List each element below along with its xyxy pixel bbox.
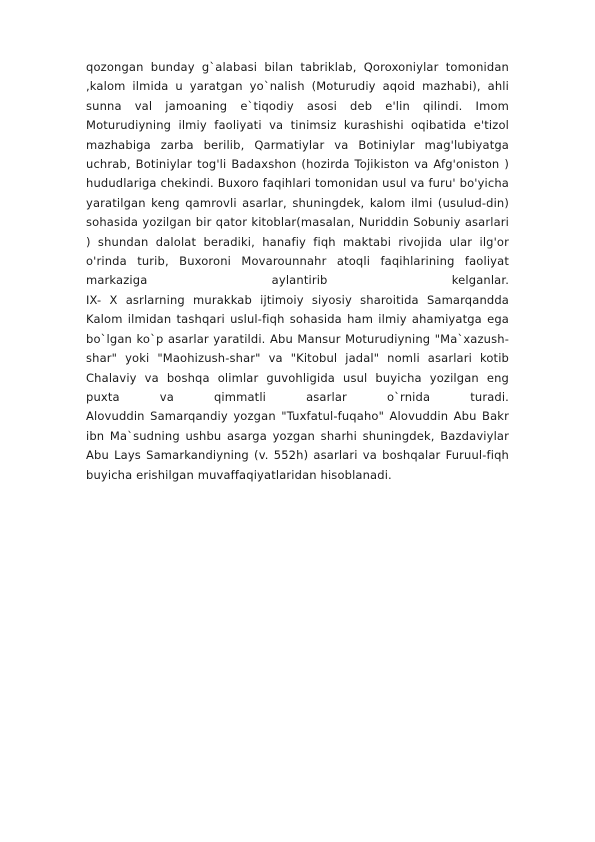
paragraph-2: IX- X asrlarning murakkab ijtimoiy siyosiy sharoitida Samarqandda Kalom ilmidan tashqari uslul-fiqh sohasida ham ilmiy ahamiyatga ega bo`lgan ko`p asarlar yaratildi. Abu Mansur Moturudiyning "Ma`xazush-shar" yoki "Maohizush-shar" va "Kitobul jadal" nomli asarlari kotib Chalaviy va boshqa olimlar guvohligida usul buyicha yozilgan eng puxta va qimmatli asarlar o`rnida turadi. bbox=[86, 292, 509, 404]
paragraph-1: qozongan bunday g`alabasi bilan tabriklab, Qoroxoniylar tomonidan ,kalom ilmida u yaratgan yo`nalish (Moturudiy aqoid mazhabi), ahli sunna val jamoaning e`tiqodiy asosi deb e'lin qilindi. Imom Moturudiyning ilmiy faoliyati va tinimsiz kurashishi oqibatida e'tizol mazhabiga zarba berilib, Qarmatiylar va Botiniylar mag'lubiyatga uchrab, Botiniylar tog'li Badaxshon (hozirda Tojikiston va Afg'oniston ) hududlariga chekindi. Buxoro faqihlari tomonidan usul va furu' bo'yicha yaratilgan keng qamrovli asarlar, shuningdek, kalom ilmi (usulud-din) sohasida yozilgan bir qator kitoblar(masalan, Nuriddin Sobuniy asarlari ) shundan dalolat beradiki, hanafiy fiqh maktabi rivojida ular ilg'or o'rinda turib, Buxoroni Movarounnahr atoqli faqihlarining faoliyat markaziga aylantirib kelganlar. bbox=[86, 60, 509, 288]
document-page bbox=[86, 58, 509, 485]
paragraph-3: Alovuddin Samarqandiy yozgan "Tuxfatul-fuqaho" Alovuddin Abu Bakr ibn Ma`sudning ushbu asarga yozgan sharhi shuningdek, Bazdaviylar Abu Lays Samarkandiyning (v. 552h) asarlari va boshqalar Furuul-fiqh buyicha erishilgan muvaffaqiyatlaridan hisoblanadi. bbox=[86, 409, 509, 482]
